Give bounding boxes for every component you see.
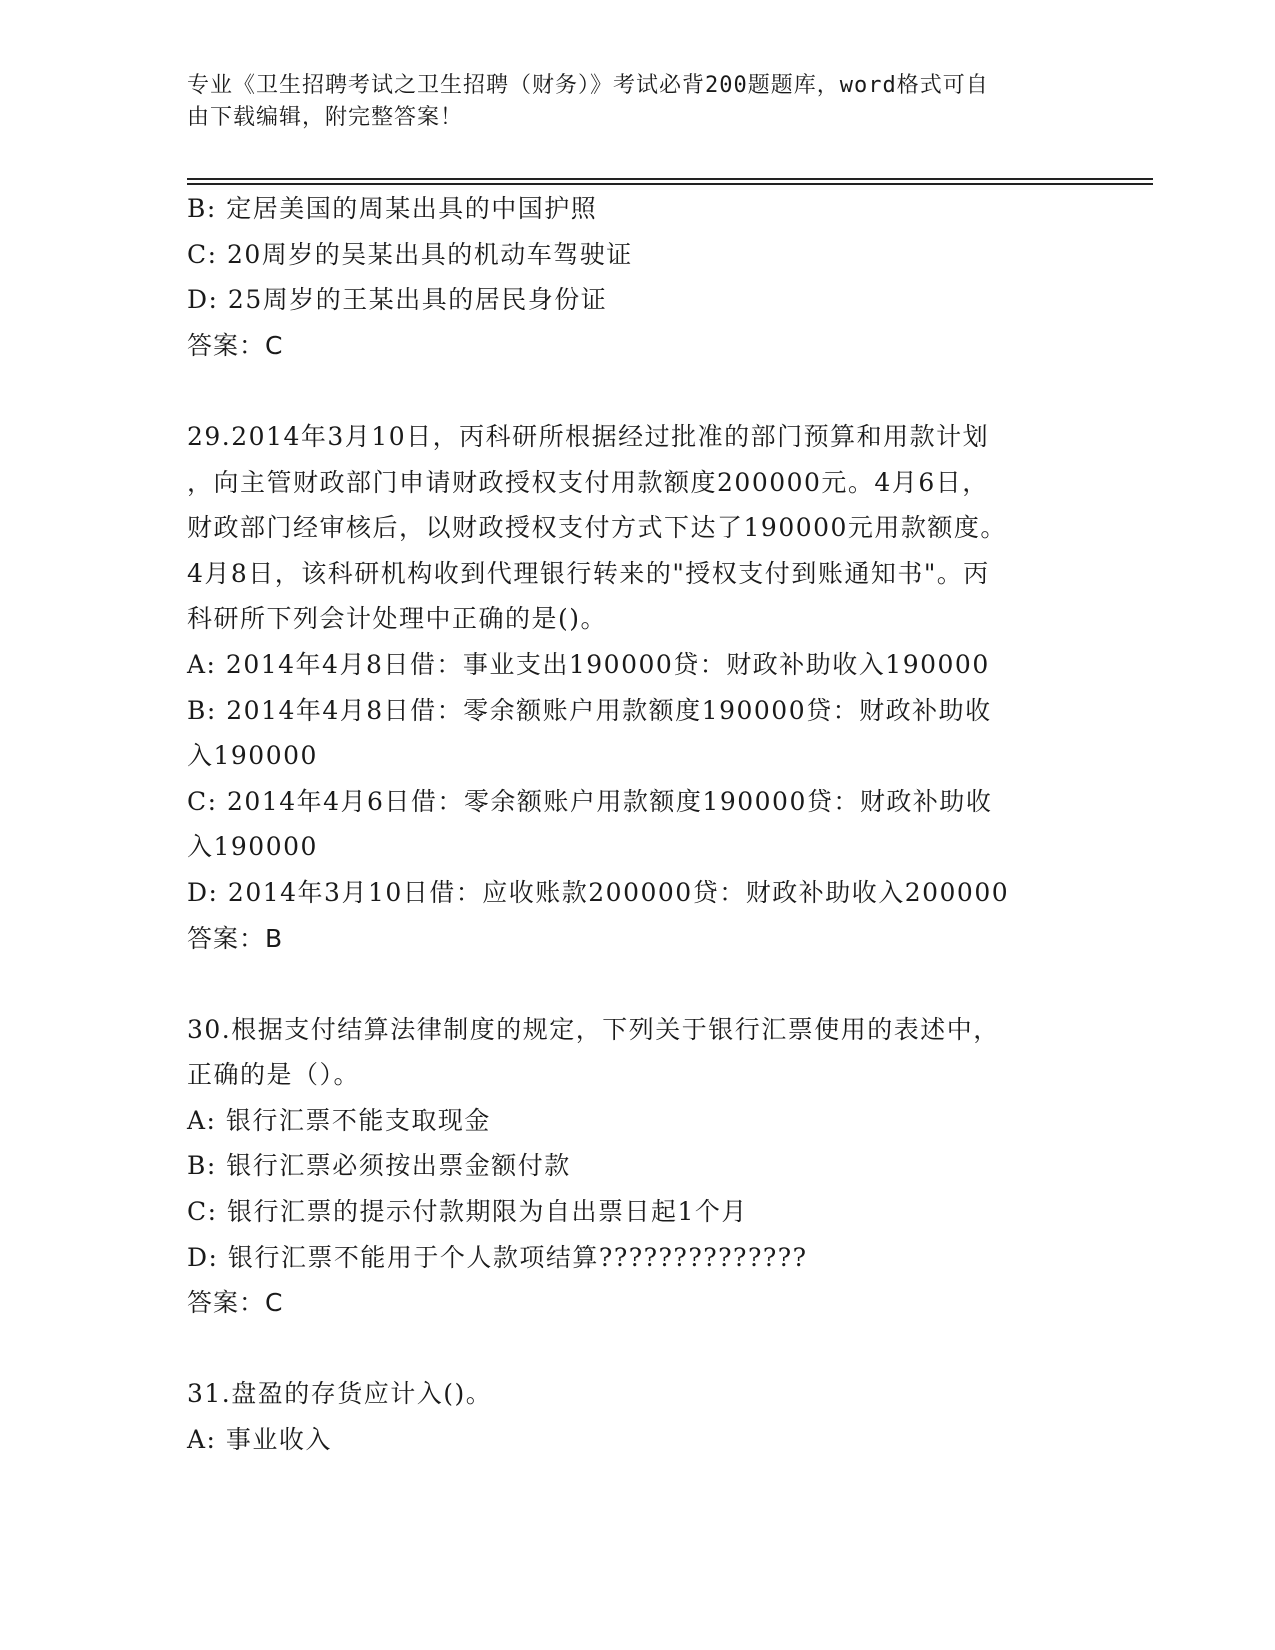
document-body [187,186,1087,1463]
document-header [187,70,1067,134]
option-b: B: 2014年4月8日借：零余额账户用款额度190000贷：财政补助收 [187,695,992,725]
answer: 答案：B [187,923,284,953]
question-stem: 科研所下列会计处理中正确的是()。 [187,604,608,634]
option-c: C: 20周岁的吴某出具的机动车驾驶证 [187,239,633,269]
option-d: D: 25周岁的王某出具的居民身份证 [187,285,608,315]
option-a: A: 银行汇票不能支取现金 [187,1105,491,1135]
spacer [187,1326,1087,1372]
answer: 答案：C [187,330,284,360]
option-d: D: 银行汇票不能用于个人款项结算?????????????? [187,1242,808,1272]
option-d: D: 2014年3月10日借：应收账款200000贷：财政补助收入200000 [187,877,1010,907]
question-stem: 正确的是（）。 [187,1060,361,1090]
question-stem: 财政部门经审核后，以财政授权支付方式下达了190000元用款额度。 [187,513,1007,543]
option-b: B: 定居美国的周某出具的中国护照 [187,194,598,223]
question-stem: 30.根据支付结算法律制度的规定，下列关于银行汇票使用的表述中， [187,1014,1000,1044]
question-stem: 29.2014年3月10日，丙科研所根据经过批准的部门预算和用款计划 [187,421,990,451]
question-stem: 4月8日，该科研机构收到代理银行转来的"授权支付到账通知书"。丙 [187,558,990,588]
header-line-1: 专业《卫生招聘考试之卫生招聘（财务）》考试必背200题题库，word格式可自 [187,73,989,98]
option-b: B: 银行汇票必须按出票金额付款 [187,1151,571,1181]
header-line-2: 由下载编辑，附完整答案！ [187,105,464,130]
option-a: A: 事业收入 [187,1425,332,1455]
option-a: A: 2014年4月8日借：事业支出190000贷：财政补助收入190000 [187,649,990,679]
question-28 [187,186,1087,368]
spacer [187,961,1087,1007]
question-stem: ，向主管财政部门申请财政授权支付用款额度200000元。4月6日， [187,467,989,497]
answer: 答案：C [187,1288,284,1318]
header-divider-bottom [187,183,1153,185]
header-divider-top [187,178,1153,180]
question-stem: 31.盘盈的存货应计入()。 [187,1379,493,1409]
option-c-continued: 入190000 [187,832,318,862]
question-29 [187,414,1087,961]
option-c: C: 银行汇票的提示付款期限为自出票日起1个月 [187,1197,748,1227]
question-31 [187,1371,1087,1462]
question-30 [187,1007,1087,1326]
option-c: C: 2014年4月6日借：零余额账户用款额度190000贷：财政补助收 [187,786,993,816]
spacer [187,368,1087,414]
option-b-continued: 入190000 [187,741,318,771]
